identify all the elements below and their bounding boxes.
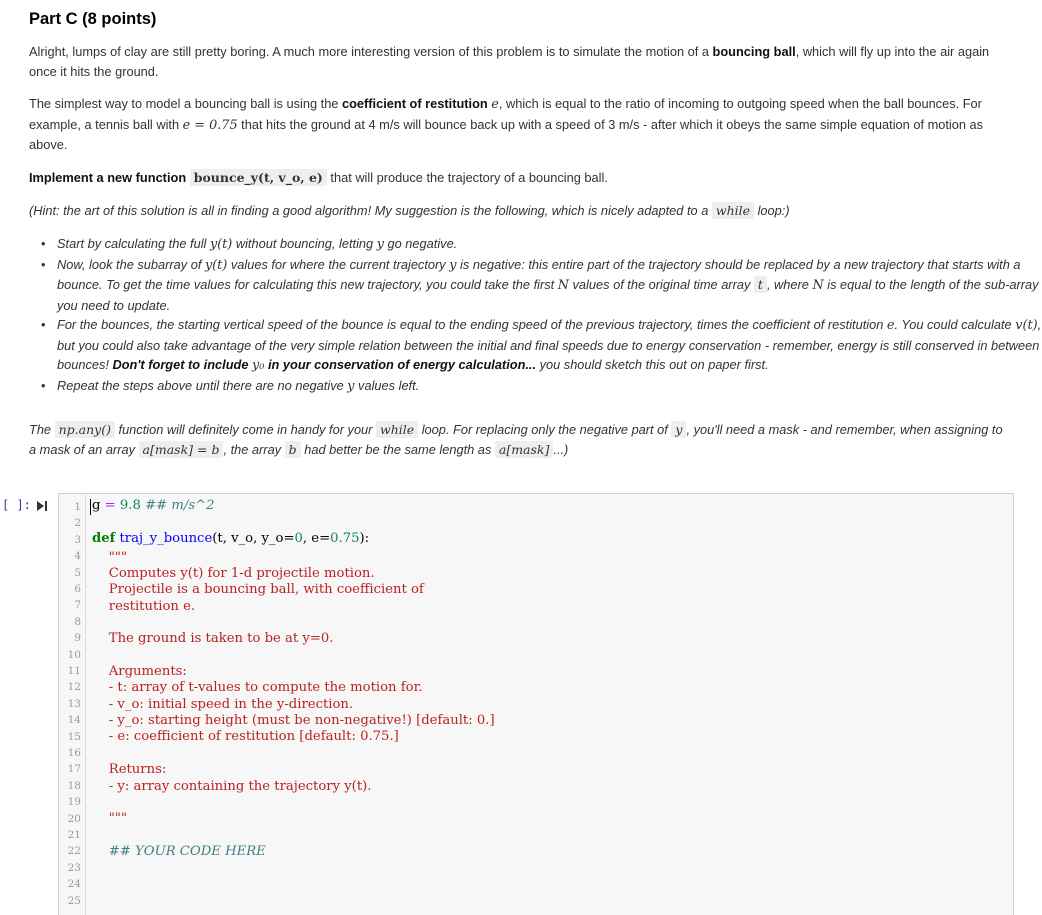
math: y (347, 378, 355, 394)
line-number-gutter (59, 494, 86, 915)
text: Repeat the steps above until there are no negative (57, 377, 348, 393)
line-number: 20 (67, 812, 81, 825)
bold-text: Implement a new function (29, 170, 187, 185)
code-token: , e= (302, 531, 331, 546)
text: you should sketch this out on paper first. (536, 357, 769, 372)
task-paragraph (29, 168, 1009, 188)
text: , you'll need a mask - and remember, when assigning to a mask of an array (29, 422, 1003, 457)
inline-code: t (754, 276, 767, 293)
list-item (57, 234, 1042, 255)
text: had better be the same length as (300, 441, 495, 457)
list-item (57, 376, 1042, 397)
line-number: 1 (74, 501, 81, 513)
text: loop. For replacing only the negative part of (418, 422, 672, 437)
code-line-22: ## YOUR CODE HERE (92, 844, 266, 859)
line-number: 7 (74, 599, 81, 612)
line-number: 18 (67, 779, 81, 792)
text: Alright, lumps of clay are still pretty boring. A much more interesting version of this problem is to simulate the motion of a (29, 44, 713, 59)
code-token: = (100, 498, 120, 513)
text: Start by calculating the full (57, 236, 210, 251)
code-line-13: - v_o: initial speed in the y-direction. (92, 697, 354, 712)
run-cell-icon[interactable] (36, 500, 48, 512)
code-line-1 (92, 498, 215, 513)
line-number: 23 (67, 861, 81, 874)
line-number: 11 (67, 665, 81, 677)
math-e: e (491, 97, 499, 112)
code-keyword: def (92, 531, 116, 546)
section-heading: Part C (8 points) (29, 10, 157, 28)
text: , where (766, 277, 813, 292)
math: e (886, 318, 895, 333)
text: The simplest way to model a bouncing ball is using the (29, 96, 342, 111)
text: values of the original time array (568, 277, 754, 292)
text: values for where the current trajectory (227, 256, 450, 272)
text: function will definitely come in handy for your (114, 422, 376, 437)
inline-code: bounce_y(t, v_o, e) (190, 169, 327, 186)
text: ...) (553, 441, 569, 457)
math: y₀ (252, 358, 265, 373)
code-editor[interactable] (58, 493, 1014, 915)
restitution-paragraph (29, 94, 1009, 155)
code-line-4: """ (92, 550, 127, 565)
text: Now, look the subarray of (57, 256, 205, 272)
line-number: 10 (67, 648, 81, 661)
math: N (557, 278, 569, 293)
text: that will produce the trajectory of a bouncing ball. (326, 170, 608, 185)
math: y (376, 237, 384, 252)
text: that hits the ground at 4 m/s will bounce back up with a speed of 3 m/s - after which it obeys the same simple equation of motion as above. (29, 116, 984, 152)
code-token: 0 (294, 531, 303, 546)
code-line-5: Computes y(t) for 1-d projectile motion. (92, 566, 375, 581)
text: , which is equal to the ratio of incoming to outgoing speed when the ball bounces. For example, a tennis ball with (29, 96, 982, 132)
code-line-7: restitution e. (92, 599, 196, 614)
list-item (57, 255, 1042, 316)
text: is negative: this entire part of the trajectory should be replaced by a new trajectory that starts with a bounce. To get the time values for calculating this new trajectory, you could take the first (57, 256, 1021, 292)
code-line-6: Projectile is a bouncing ball, with coefficient of (92, 582, 424, 597)
npany-paragraph (29, 420, 1009, 459)
code-token: (t, v_o, y_o= (212, 531, 295, 546)
code-line-9: The ground is taken to be at y=0. (92, 631, 334, 646)
bold-text: Don't forget to include (112, 357, 253, 372)
inline-code: np.any() (55, 421, 115, 438)
code-line-20: """ (92, 811, 127, 826)
intro-paragraph (29, 42, 1009, 81)
code-token: ): (359, 531, 370, 546)
math: y (449, 257, 457, 273)
text: The (29, 422, 55, 437)
line-number: 25 (67, 894, 81, 907)
text: For the bounces, the starting vertical speed of the bounce is equal to the ending speed of the previous trajectory, times the coefficient of restitution (57, 317, 887, 332)
code-line-15: - e: coefficient of restitution [default: 0.75.] (92, 729, 399, 744)
code-line-11: Arguments: (92, 664, 187, 679)
code-comment: ## m/s^2 (145, 498, 215, 513)
hint-paragraph (29, 201, 1009, 221)
line-number: 2 (74, 517, 81, 530)
text: (Hint: the art of this solution is all in finding a good algorithm! My suggestion is the following, which is nicely adapted to a (29, 203, 712, 218)
line-number: 3 (74, 533, 81, 546)
code-line-3 (92, 531, 369, 546)
inline-code: a[mask] (495, 441, 554, 458)
bold-text: bouncing ball (712, 44, 796, 59)
line-number: 15 (67, 730, 81, 743)
bold-text: coefficient of restitution (341, 96, 488, 111)
line-number: 6 (74, 583, 81, 595)
line-number: 13 (67, 697, 81, 710)
text: without bouncing, letting (232, 236, 377, 251)
code-token: 9.8 (119, 498, 141, 513)
inline-code: while (712, 202, 754, 219)
code-line-14: - y_o: starting height (must be non-negative!) [default: 0.] (92, 713, 495, 728)
math: N (812, 278, 824, 293)
line-number: 19 (67, 796, 81, 809)
text: is equal to the length of the sub-array you need to update. (57, 277, 1039, 313)
inline-code: while (376, 421, 418, 438)
code-area[interactable] (92, 494, 1002, 915)
code-function-name: traj_y_bounce (119, 531, 213, 546)
text: values left. (354, 377, 420, 393)
line-number: 12 (67, 681, 81, 694)
math: y(t) (204, 257, 228, 273)
list-item (57, 315, 1042, 376)
inline-code: b (285, 441, 301, 458)
code-line-17: Returns: (92, 762, 167, 777)
text-cursor (90, 499, 91, 515)
bold-text: in your conservation of energy calculation... (264, 357, 537, 372)
line-number: 5 (74, 566, 81, 579)
code-token: g (92, 498, 101, 513)
line-number: 14 (67, 714, 81, 727)
code-token: 0.75 (330, 531, 360, 546)
cell-prompt: [ ]: (2, 498, 31, 512)
line-number: 22 (67, 845, 81, 858)
line-number: 4 (74, 550, 81, 563)
line-number: 16 (67, 747, 81, 759)
text: loop:) (754, 203, 790, 218)
text: . You could calculate (894, 317, 1016, 332)
text: go negative. (383, 236, 458, 251)
inline-code: a[mask] = b (139, 441, 224, 458)
text: , which will fly up into the air again once it hits the ground. (29, 44, 990, 79)
math: y(t) (209, 237, 233, 252)
line-number: 8 (74, 615, 81, 628)
hint-list (29, 234, 1042, 396)
code-line-18: - y: array containing the trajectory y(t). (92, 779, 372, 794)
line-number: 21 (67, 829, 81, 841)
inline-code: y (671, 421, 686, 438)
math-e-value: e = 0.75 (182, 117, 238, 133)
line-number: 17 (67, 763, 81, 776)
code-line-12: - t: array of t-values to compute the motion for. (92, 680, 423, 695)
line-number: 9 (74, 632, 81, 645)
text: , the array (223, 441, 285, 457)
text: , but you could also take advantage of the very simple relation between the initial and final speeds due to energy conservation - remember, energy is still conserved in between bounces! (57, 317, 1042, 372)
line-number: 24 (67, 878, 81, 891)
math: v(t) (1015, 318, 1038, 333)
